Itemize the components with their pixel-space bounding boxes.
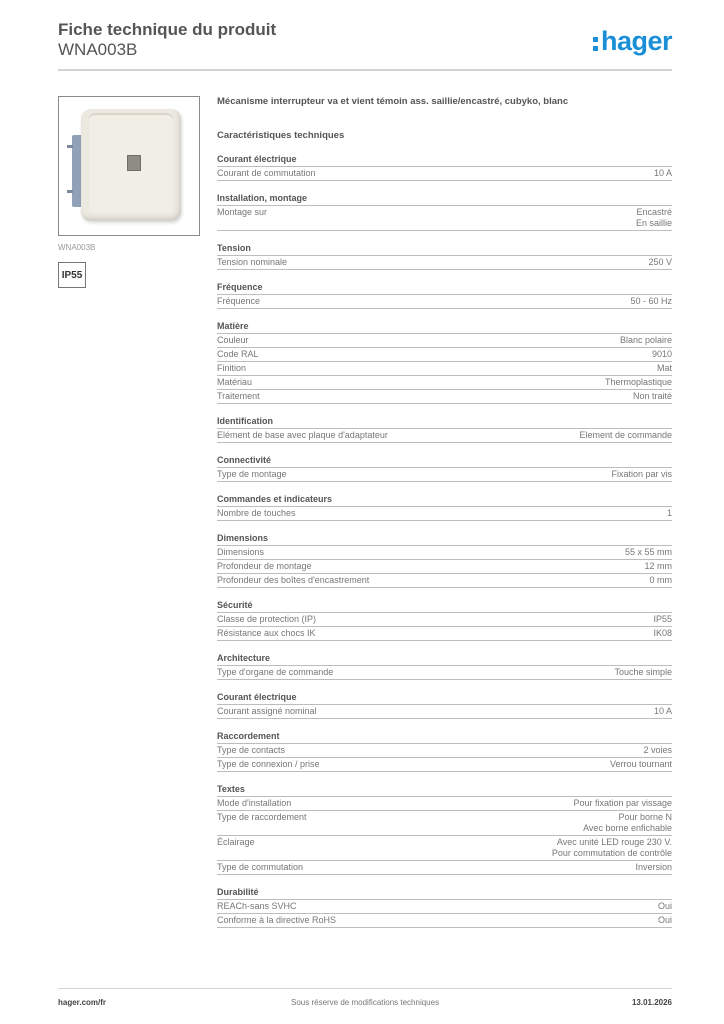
spec-group-title: Durabilité bbox=[217, 887, 672, 900]
product-code: WNA003B bbox=[58, 40, 138, 59]
spec-value bbox=[583, 812, 672, 834]
spec-label: Mode d'installation bbox=[217, 798, 292, 808]
spec-value-line: 9010 bbox=[651, 349, 672, 359]
hager-logo: hager bbox=[593, 26, 672, 57]
spec-group-title: Raccordement bbox=[217, 731, 672, 744]
spec-row bbox=[217, 900, 672, 914]
spec-row bbox=[217, 546, 672, 560]
disclaimer: Sous réserve de modifications techniques bbox=[291, 998, 440, 1007]
spec-row bbox=[217, 507, 672, 521]
spec-label: REACh-sans SVHC bbox=[217, 901, 297, 911]
spec-label: Courant de commutation bbox=[217, 168, 316, 178]
spec-value-line: Oui bbox=[657, 901, 672, 911]
spec-label: Elément de base avec plaque d'adaptateur bbox=[217, 430, 388, 440]
spec-row bbox=[217, 295, 672, 309]
spec-label: Type de contacts bbox=[217, 745, 286, 755]
spec-value bbox=[654, 706, 672, 717]
spec-value bbox=[648, 257, 672, 268]
spec-value bbox=[579, 430, 672, 441]
spec-row bbox=[217, 167, 672, 181]
spec-row bbox=[217, 797, 672, 811]
spec-label: Courant assigné nominal bbox=[217, 706, 317, 716]
spec-value bbox=[611, 469, 672, 480]
spec-value bbox=[654, 168, 672, 179]
spec-value-line: Verrou tournant bbox=[609, 759, 672, 769]
spec-label: Traitement bbox=[217, 391, 260, 401]
spec-group-title: Courant électrique bbox=[217, 692, 672, 705]
spec-value bbox=[605, 377, 672, 388]
header-divider bbox=[58, 69, 672, 71]
spec-group-title: Sécurité bbox=[217, 600, 672, 613]
spec-group bbox=[217, 600, 672, 641]
page-title: Fiche technique du produit bbox=[58, 20, 277, 39]
spec-row bbox=[217, 613, 672, 627]
footer-divider bbox=[58, 988, 672, 989]
spec-group bbox=[217, 455, 672, 482]
spec-value bbox=[657, 363, 672, 374]
spec-value-line: 2 voies bbox=[643, 745, 672, 755]
spec-row bbox=[217, 560, 672, 574]
spec-group bbox=[217, 653, 672, 680]
image-caption: WNA003B bbox=[58, 243, 96, 252]
spec-value bbox=[650, 575, 673, 586]
spec-value bbox=[573, 798, 672, 809]
spec-group bbox=[217, 887, 672, 928]
spec-label: Type de commutation bbox=[217, 862, 304, 872]
spec-value bbox=[643, 745, 672, 756]
spec-row bbox=[217, 256, 672, 270]
spec-group bbox=[217, 533, 672, 588]
spec-group-title: Dimensions bbox=[217, 533, 672, 546]
product-description: Mécanisme interrupteur va et vient témoin ass. saillie/encastré, cubyko, blanc bbox=[217, 96, 569, 107]
spec-row bbox=[217, 666, 672, 680]
spec-row bbox=[217, 206, 672, 231]
spec-row bbox=[217, 836, 672, 861]
spec-value-line: IP55 bbox=[653, 614, 672, 624]
spec-group-title: Tension bbox=[217, 243, 672, 256]
spec-value bbox=[667, 508, 672, 519]
spec-value-line: Pour borne N bbox=[618, 812, 672, 822]
spec-label: Type de montage bbox=[217, 469, 287, 479]
spec-value-line: Inversion bbox=[635, 862, 672, 872]
led-indicator-icon bbox=[127, 155, 141, 171]
spec-value bbox=[658, 915, 672, 926]
spec-value-line: Element de commande bbox=[579, 430, 672, 440]
spec-row bbox=[217, 861, 672, 875]
spec-value-line: 0 mm bbox=[649, 575, 672, 585]
spec-row bbox=[217, 758, 672, 772]
spec-value-line: 50 - 60 Hz bbox=[630, 296, 672, 306]
spec-value-line: Encastré bbox=[636, 207, 672, 217]
spec-value-line: 12 mm bbox=[644, 561, 672, 571]
spec-row bbox=[217, 705, 672, 719]
spec-value-line: Avec borne enfichable bbox=[583, 823, 672, 833]
spec-group bbox=[217, 494, 672, 521]
spec-label: Profondeur de montage bbox=[217, 561, 312, 571]
spec-row bbox=[217, 376, 672, 390]
spec-group-title: Fréquence bbox=[217, 282, 672, 295]
spec-label: Fréquence bbox=[217, 296, 261, 306]
spec-row bbox=[217, 744, 672, 758]
spec-row bbox=[217, 468, 672, 482]
spec-value-line: IK08 bbox=[653, 628, 672, 638]
spec-row bbox=[217, 362, 672, 376]
spec-label: Nombre de touches bbox=[217, 508, 296, 518]
spec-value-line: Pour fixation par vissage bbox=[573, 798, 672, 808]
spec-label: Classe de protection (IP) bbox=[217, 614, 317, 624]
spec-label: Type de connexion / prise bbox=[217, 759, 320, 769]
spec-label: Montage sur bbox=[217, 207, 268, 217]
spec-group bbox=[217, 154, 672, 181]
spec-value-line: Oui bbox=[657, 915, 672, 925]
spec-value-line: Blanc polaire bbox=[619, 335, 672, 345]
spec-row bbox=[217, 574, 672, 588]
product-image bbox=[58, 96, 200, 236]
spec-group bbox=[217, 784, 672, 875]
spec-value bbox=[614, 667, 672, 678]
spec-value-line: Pour commutation de contrôle bbox=[551, 848, 672, 858]
spec-row bbox=[217, 334, 672, 348]
spec-value bbox=[633, 391, 672, 402]
spec-label: Type de raccordement bbox=[217, 812, 307, 822]
spec-group bbox=[217, 321, 672, 404]
spec-value-line: 250 V bbox=[648, 257, 672, 267]
spec-value-line: En saillie bbox=[635, 218, 672, 228]
spec-label: Résistance aux chocs IK bbox=[217, 628, 316, 638]
spec-value bbox=[652, 349, 672, 360]
spec-value bbox=[644, 561, 672, 572]
spec-row bbox=[217, 627, 672, 641]
spec-group bbox=[217, 692, 672, 719]
spec-label: Dimensions bbox=[217, 547, 265, 557]
spec-value bbox=[658, 901, 672, 912]
spec-value bbox=[653, 614, 672, 625]
section-title: Caractéristiques techniques bbox=[217, 130, 345, 141]
spec-value bbox=[630, 296, 672, 307]
spec-group bbox=[217, 193, 672, 231]
spec-value-line: Fixation par vis bbox=[611, 469, 672, 479]
page-header bbox=[58, 20, 672, 70]
website-link[interactable]: hager.com/fr bbox=[58, 998, 107, 1007]
spec-label: Finition bbox=[217, 363, 247, 373]
spec-value-line: 1 bbox=[666, 508, 672, 518]
spec-label: Matériau bbox=[217, 377, 253, 387]
spec-label: Tension nominale bbox=[217, 257, 288, 267]
spec-group-title: Courant électrique bbox=[217, 154, 672, 167]
spec-value bbox=[636, 207, 672, 229]
document-date: 13.01.2026 bbox=[631, 998, 672, 1007]
spec-groups bbox=[217, 154, 672, 928]
spec-label: Type d'organe de commande bbox=[217, 667, 334, 677]
spec-value-line: 10 A bbox=[653, 168, 672, 178]
spec-row bbox=[217, 429, 672, 443]
spec-row bbox=[217, 390, 672, 404]
spec-group bbox=[217, 282, 672, 309]
spec-value-line: Thermoplastique bbox=[604, 377, 672, 387]
spec-row bbox=[217, 811, 672, 836]
spec-value bbox=[653, 628, 672, 639]
spec-group-title: Identification bbox=[217, 416, 672, 429]
spec-value-line: 55 x 55 mm bbox=[624, 547, 672, 557]
spec-row bbox=[217, 348, 672, 362]
spec-value bbox=[552, 837, 672, 859]
spec-group bbox=[217, 416, 672, 443]
spec-value bbox=[635, 862, 672, 873]
spec-group-title: Installation, montage bbox=[217, 193, 672, 206]
spec-value bbox=[625, 547, 672, 558]
spec-value-line: Touche simple bbox=[614, 667, 672, 677]
spec-label: Conforme à la directive RoHS bbox=[217, 915, 337, 925]
logo-colon-icon bbox=[593, 26, 599, 56]
spec-group-title: Connectivité bbox=[217, 455, 672, 468]
spec-label: Éclairage bbox=[217, 837, 255, 847]
spec-group-title: Architecture bbox=[217, 653, 672, 666]
spec-value-line: Avec unité LED rouge 230 V. bbox=[556, 837, 672, 847]
spec-value-line: Mat bbox=[656, 363, 672, 373]
spec-label: Code RAL bbox=[217, 349, 259, 359]
spec-sheet bbox=[217, 96, 672, 928]
spec-group bbox=[217, 731, 672, 772]
spec-group bbox=[217, 243, 672, 270]
spec-group-title: Textes bbox=[217, 784, 672, 797]
ip-rating-badge: IP55 bbox=[58, 262, 86, 288]
spec-value bbox=[620, 335, 672, 346]
spec-value-line: Non traité bbox=[632, 391, 672, 401]
spec-group-title: Matière bbox=[217, 321, 672, 334]
spec-row bbox=[217, 914, 672, 928]
spec-label: Couleur bbox=[217, 335, 249, 345]
spec-value-line: 10 A bbox=[653, 706, 672, 716]
spec-value bbox=[610, 759, 672, 770]
spec-label: Profondeur des boîtes d'encastrement bbox=[217, 575, 370, 585]
spec-group-title: Commandes et indicateurs bbox=[217, 494, 672, 507]
